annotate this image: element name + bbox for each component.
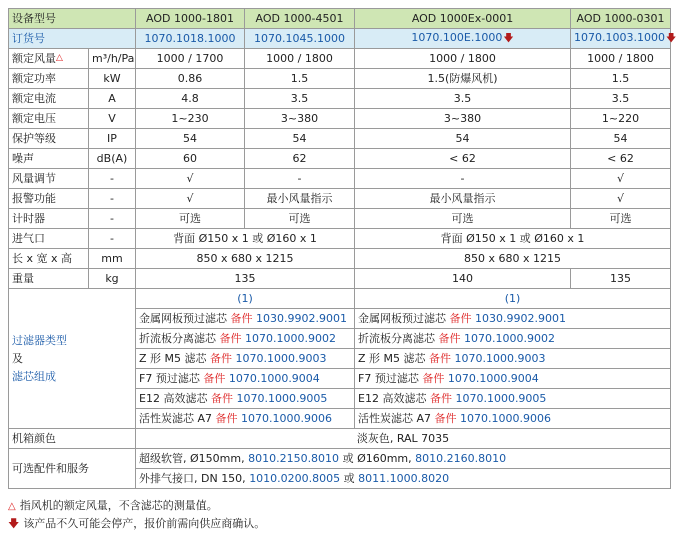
warning-triangle-icon: △ (8, 501, 16, 512)
filter-name: Z 形 M5 滤芯 (358, 351, 426, 365)
part-prefix: 备件 (422, 371, 445, 385)
filter-right (355, 329, 671, 349)
spec-row-dimensions (9, 249, 671, 269)
filter-label-line2: 及 (12, 351, 23, 365)
part-prefix: 备件 (434, 411, 457, 425)
cell: √ (136, 189, 245, 209)
cell: 1000 / 1800 (245, 49, 355, 69)
part-prefix: 备件 (210, 391, 233, 405)
order-3-text: 1070.100E.1000 (411, 31, 503, 44)
spec-row-airflow-control (9, 169, 671, 189)
cell: 3.5 (355, 89, 571, 109)
model-label: 设备型号 (9, 9, 136, 29)
part-prefix: 备件 (449, 311, 472, 325)
exhaust-text: 外排气接口, DN 150, (139, 471, 246, 485)
cell: √ (136, 169, 245, 189)
spec-row-airflow (9, 49, 671, 69)
cell: 1.5(防爆风机) (355, 69, 571, 89)
or-text: 或 (343, 471, 355, 485)
row-unit: dB(A) (89, 149, 136, 169)
part-number: 1070.1000.9006 (241, 411, 333, 425)
cell: 1.5 (571, 69, 671, 89)
discontinue-arrow-icon: 🡇 (8, 517, 20, 530)
part-number: 1070.1000.9004 (228, 371, 320, 385)
filter-right (355, 389, 671, 409)
cell: 背面 Ø150 x 1 或 Ø160 x 1 (136, 229, 355, 249)
row-label: 额定功率 (9, 69, 89, 89)
cell: 3~380 (355, 109, 571, 129)
cell: 最小风量指示 (355, 189, 571, 209)
order-label: 订货号 (9, 29, 136, 49)
part-number: 1070.1000.9002 (464, 331, 555, 345)
cell: 可选 (571, 209, 671, 229)
filter-label-line3: 滤芯组成 (12, 369, 56, 383)
discontinue-arrow-icon: 🡇 (665, 33, 677, 44)
model-2: AOD 1000-4501 (245, 9, 355, 29)
spec-row-protection (9, 129, 671, 149)
options-row-hose (9, 449, 671, 469)
spec-row-weight (9, 269, 671, 289)
filter-name: Z 形 M5 滤芯 (139, 351, 207, 365)
cell: 850 x 680 x 1215 (136, 249, 355, 269)
row-label: 机箱颜色 (9, 429, 136, 449)
row-unit: m³/h/Pa (89, 49, 136, 69)
order-1: 1070.1018.1000 (136, 29, 245, 49)
part-prefix: 备件 (230, 311, 253, 325)
options-label: 可选配件和服务 (9, 449, 136, 489)
order-4 (571, 29, 677, 49)
row-label (9, 49, 89, 69)
cell: 可选 (136, 209, 245, 229)
filter-name: 活性炭滤芯 A7 (139, 411, 213, 425)
filter-right (355, 369, 671, 389)
filter-left (136, 349, 355, 369)
filter-left (136, 329, 355, 349)
part-number: 8011.1000.8020 (358, 471, 450, 485)
spec-row-inlet (9, 229, 671, 249)
part-number: 8010.2160.8010 (415, 451, 507, 465)
row-label: 额定电压 (9, 109, 89, 129)
cell: 135 (571, 269, 671, 289)
cell: 淡灰色, RAL 7035 (136, 429, 671, 449)
footnote-2-text: 该产品不久可能会停产，报价前需向供应商确认。 (23, 517, 266, 530)
hose-text: 超级软管, Ø150mm, (139, 451, 245, 465)
cell: 3~380 (245, 109, 355, 129)
cell: 3.5 (571, 89, 671, 109)
row-label: 额定电流 (9, 89, 89, 109)
part-prefix: 备件 (210, 351, 233, 365)
filter-name: E12 高效滤芯 (139, 391, 208, 405)
filter-name: 金属网板预过滤芯 (358, 311, 446, 325)
row-label: 计时器 (9, 209, 89, 229)
filter-name: F7 预过滤芯 (358, 371, 419, 385)
or-text: 或 (342, 451, 354, 465)
cell: - (245, 169, 355, 189)
spec-table (8, 8, 677, 489)
part-number: 1070.1000.9002 (245, 331, 336, 345)
cell: 1000 / 1700 (136, 49, 245, 69)
row-label: 进气口 (9, 229, 89, 249)
row-label: 风量调节 (9, 169, 89, 189)
filter-right (355, 309, 671, 329)
part-number: 1030.9902.9001 (475, 311, 566, 325)
filter-group-left: (1) (136, 289, 355, 309)
spec-row-power (9, 69, 671, 89)
row-unit: mm (89, 249, 136, 269)
cell: 背面 Ø150 x 1 或 Ø160 x 1 (355, 229, 671, 249)
row-label: 报警功能 (9, 189, 89, 209)
part-number: 1030.9902.9001 (256, 311, 347, 325)
row-unit: - (89, 189, 136, 209)
filter-label (9, 289, 136, 429)
row-label: 噪声 (9, 149, 89, 169)
part-number: 1070.1000.9003 (454, 351, 546, 365)
discontinue-arrow-icon: 🡇 (503, 33, 514, 44)
row-unit: A (89, 89, 136, 109)
part-prefix: 备件 (429, 391, 452, 405)
cell: 135 (136, 269, 355, 289)
cell: 1~230 (136, 109, 245, 129)
filter-name: 折流板分离滤芯 (358, 331, 435, 345)
cell: 54 (571, 129, 671, 149)
row-label: 长 x 宽 x 高 (9, 249, 89, 269)
cell: √ (571, 189, 671, 209)
row-unit: kW (89, 69, 136, 89)
exhaust-option (136, 469, 671, 489)
filter-name: 金属网板预过滤芯 (139, 311, 227, 325)
part-number: 1070.1000.9004 (447, 371, 539, 385)
part-prefix: 备件 (429, 351, 452, 365)
warning-triangle-icon: △ (56, 53, 63, 63)
order-2: 1070.1045.1000 (245, 29, 355, 49)
filter-name: 折流板分离滤芯 (139, 331, 216, 345)
model-4: AOD 1000-0301 (571, 9, 671, 29)
part-number: 8010.2150.8010 (248, 451, 340, 465)
filter-left (136, 369, 355, 389)
model-1: AOD 1000-1801 (136, 9, 245, 29)
cell: - (355, 169, 571, 189)
cell: 最小风量指示 (245, 189, 355, 209)
row-unit: kg (89, 269, 136, 289)
footnote-1 (8, 497, 265, 515)
filter-name: 活性炭滤芯 A7 (358, 411, 432, 425)
filter-right (355, 349, 671, 369)
filter-right (355, 409, 671, 429)
cell: 1000 / 1800 (355, 49, 571, 69)
row-unit: - (89, 169, 136, 189)
cell: 1.5 (245, 69, 355, 89)
row-label: 重量 (9, 269, 89, 289)
filter-name: E12 高效滤芯 (358, 391, 427, 405)
cell: 0.86 (136, 69, 245, 89)
spec-row-noise (9, 149, 671, 169)
cell: 60 (136, 149, 245, 169)
cell: 850 x 680 x 1215 (355, 249, 671, 269)
cell: 可选 (245, 209, 355, 229)
footnote-2 (8, 515, 265, 532)
filter-group-right: (1) (355, 289, 671, 309)
filter-left (136, 309, 355, 329)
filter-left (136, 389, 355, 409)
row-unit: IP (89, 129, 136, 149)
filter-group-row (9, 289, 671, 309)
order-3 (355, 29, 571, 49)
model-3: AOD 1000Ex-0001 (355, 9, 571, 29)
part-number: 1070.1000.9005 (236, 391, 328, 405)
spec-row-current (9, 89, 671, 109)
cell: 54 (136, 129, 245, 149)
cell: < 62 (571, 149, 671, 169)
cell: 54 (355, 129, 571, 149)
cell: 1000 / 1800 (571, 49, 671, 69)
order-4-text: 1070.1003.1000 (574, 31, 665, 44)
cell: < 62 (355, 149, 571, 169)
row-unit: - (89, 209, 136, 229)
part-prefix: 备件 (215, 411, 238, 425)
cell: 62 (245, 149, 355, 169)
cell: 3.5 (245, 89, 355, 109)
part-number: 1010.0200.8005 (249, 471, 341, 485)
spec-row-timer (9, 209, 671, 229)
filter-left (136, 409, 355, 429)
part-prefix: 备件 (219, 331, 242, 345)
part-number: 1070.1000.9003 (235, 351, 327, 365)
cell: 1~220 (571, 109, 671, 129)
row-label: 保护等级 (9, 129, 89, 149)
cell: 4.8 (136, 89, 245, 109)
model-row (9, 9, 671, 29)
spec-row-color (9, 429, 671, 449)
footnote-1-text: 指风机的额定风量，不含滤芯的测量值。 (19, 499, 218, 512)
hose-option (136, 449, 671, 469)
filter-name: F7 预过滤芯 (139, 371, 200, 385)
spec-row-alarm (9, 189, 671, 209)
spec-row-voltage (9, 109, 671, 129)
order-row (9, 29, 671, 49)
row-unit: - (89, 229, 136, 249)
cell: √ (571, 169, 671, 189)
part-prefix: 备件 (438, 331, 461, 345)
part-prefix: 备件 (203, 371, 226, 385)
part-number: 1070.1000.9005 (455, 391, 547, 405)
row-label-text: 额定风量 (12, 52, 56, 65)
row-unit: V (89, 109, 136, 129)
part-number: 1070.1000.9006 (460, 411, 552, 425)
hose-text2: Ø160mm, (357, 451, 412, 465)
cell: 54 (245, 129, 355, 149)
footnotes (8, 497, 265, 532)
cell: 140 (355, 269, 571, 289)
cell: 可选 (355, 209, 571, 229)
filter-label-line1: 过滤器类型 (12, 333, 67, 347)
